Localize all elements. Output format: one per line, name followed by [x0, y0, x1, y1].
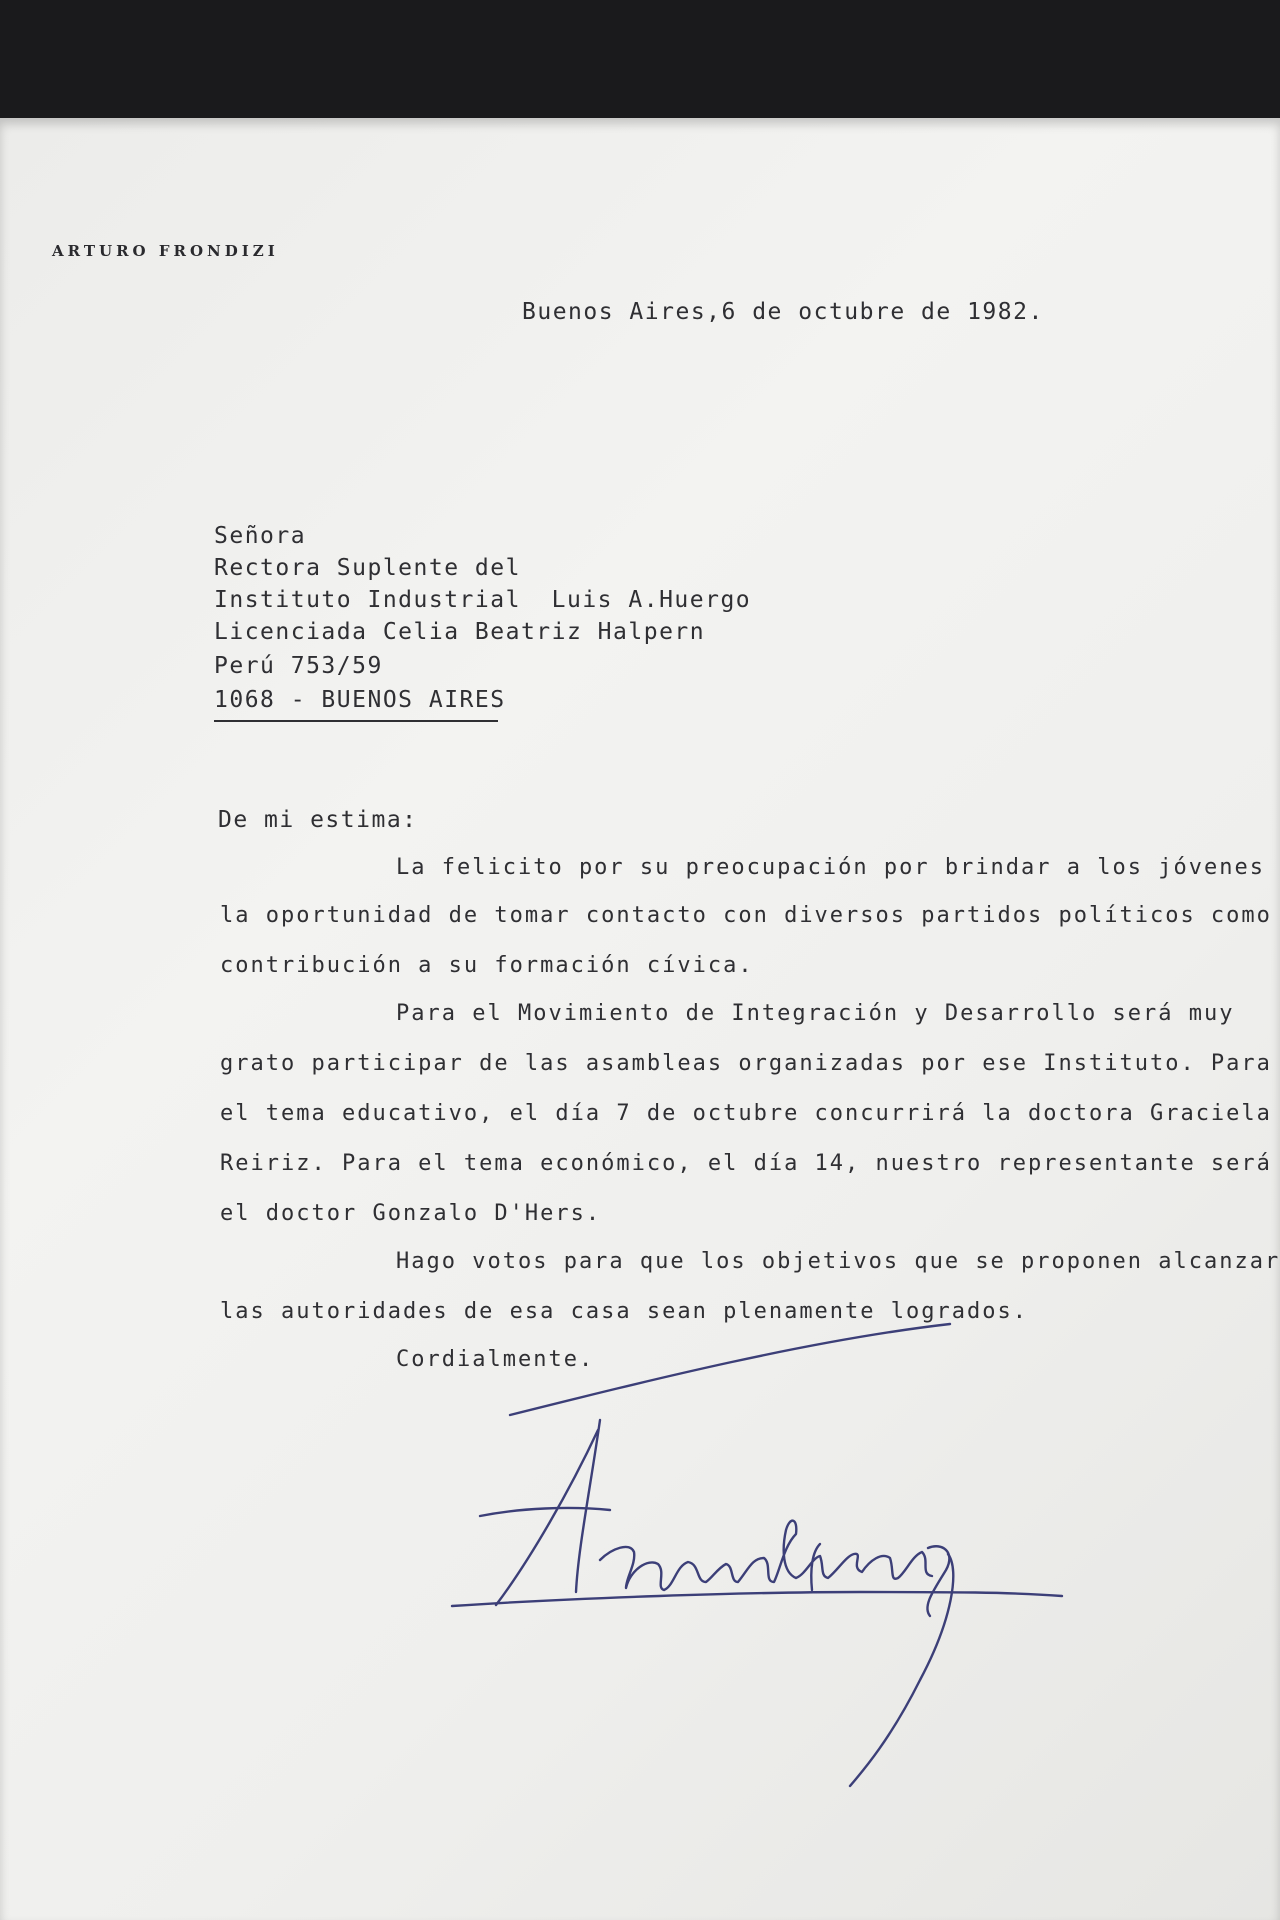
- body-line: contribución a su formación cívica.: [220, 953, 754, 978]
- closing: Cordialmente.: [396, 1347, 595, 1372]
- body-line: Para el Movimiento de Integración y Desarrollo será muy: [396, 1001, 1235, 1026]
- body-line: la oportunidad de tomar contacto con diversos partidos políticos como: [220, 903, 1272, 928]
- signature: [450, 1320, 1070, 1790]
- recipient-line: 1068 - BUENOS AIRES: [214, 687, 506, 713]
- body-line: La felicito por su preocupación por brindar a los jóvenes: [396, 855, 1265, 880]
- date-line: Buenos Aires,6 de octubre de 1982.: [522, 299, 1044, 325]
- body-line: las autoridades de esa casa sean plenamente logrados.: [220, 1299, 1028, 1324]
- body-line: grato participar de las asambleas organizadas por ese Instituto. Para: [220, 1051, 1272, 1076]
- recipient-line: Instituto Industrial Luis A.Huergo: [214, 587, 752, 613]
- recipient-line: Rectora Suplente del: [214, 555, 521, 581]
- salutation: De mi estima:: [218, 807, 418, 833]
- body-line: Hago votos para que los objetivos que se proponen alcanzar: [396, 1249, 1280, 1274]
- body-line: el tema educativo, el día 7 de octubre concurrirá la doctora Graciela: [220, 1101, 1272, 1126]
- address-underline: [214, 720, 498, 722]
- recipient-line: Licenciada Celia Beatriz Halpern: [214, 619, 706, 645]
- recipient-line: Perú 753/59: [214, 653, 383, 679]
- body-line: el doctor Gonzalo D'Hers.: [220, 1201, 602, 1226]
- letterhead: ARTURO FRONDIZI: [52, 242, 279, 260]
- recipient-line: Señora: [214, 523, 307, 549]
- body-line: Reiriz. Para el tema económico, el día 14, nuestro representante será: [220, 1151, 1272, 1176]
